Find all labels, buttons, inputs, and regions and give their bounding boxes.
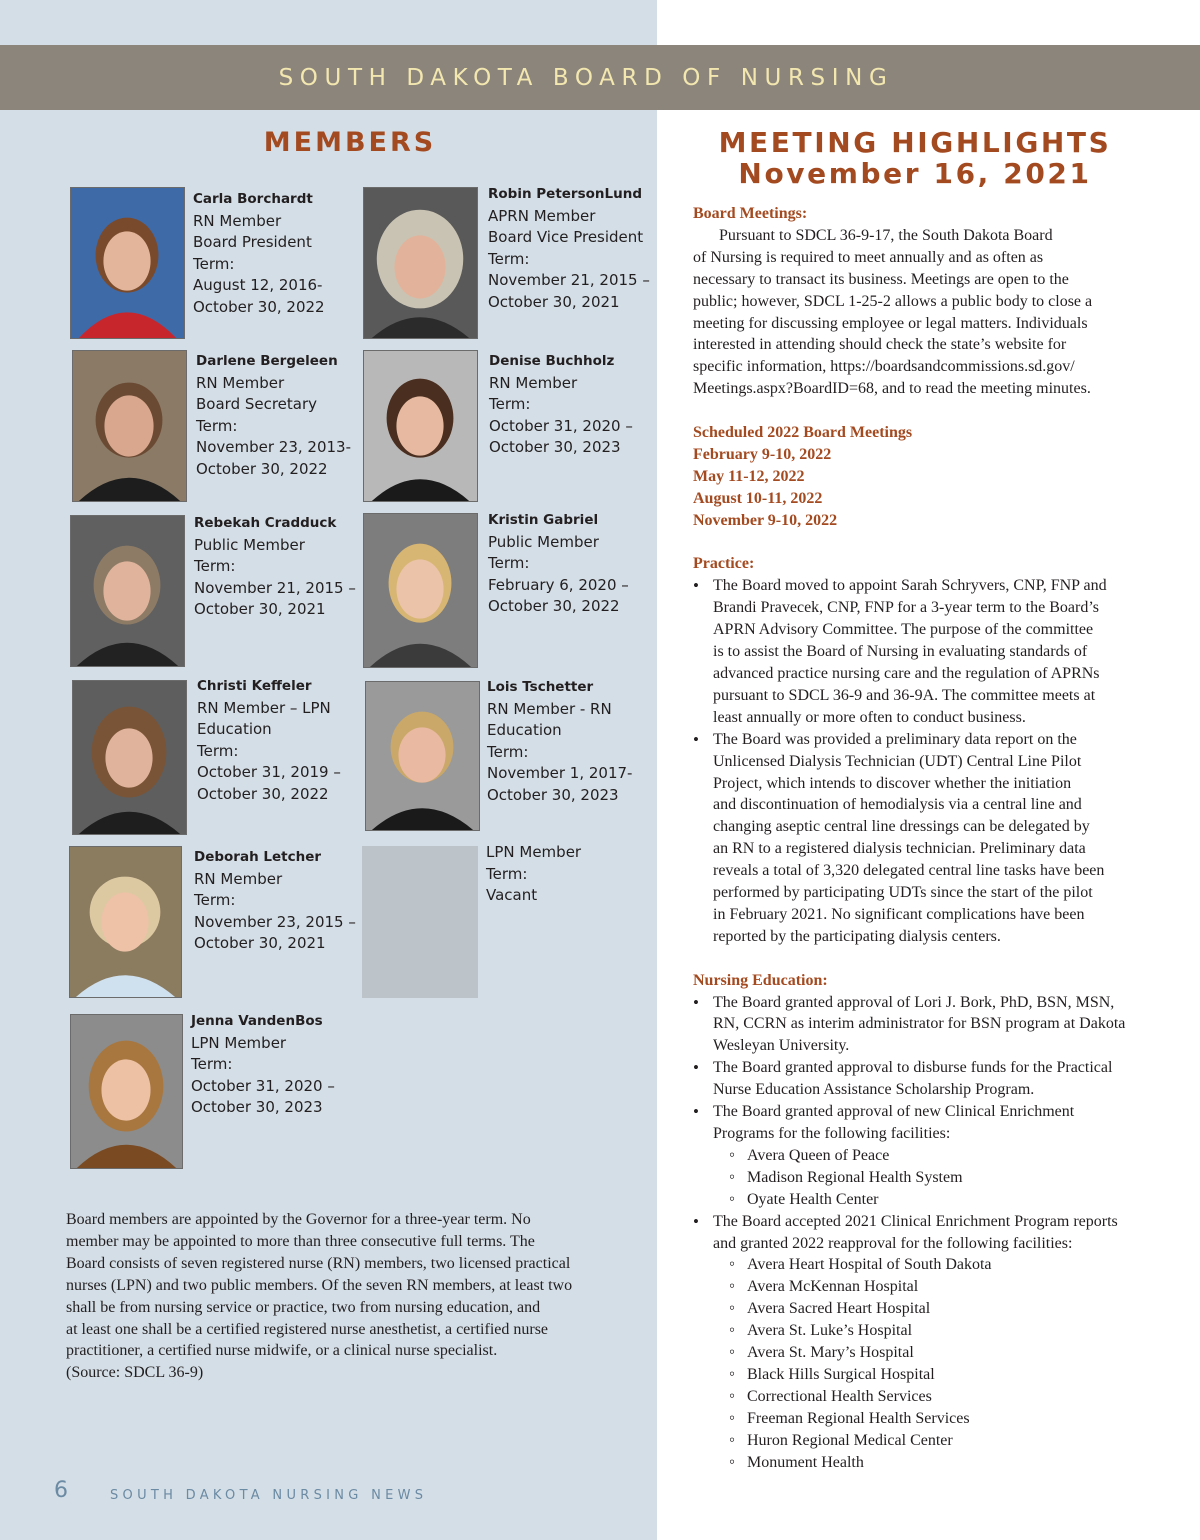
member-line: Vacant — [486, 886, 538, 904]
member-line: Education — [197, 720, 272, 738]
facility-item: ◦ Black Hills Surgical Hospital — [693, 1364, 1153, 1386]
bullet-line: • The Board granted approval of Lori J. Bork, PhD, BSN, MSN, — [693, 992, 1153, 1014]
facility-item: ◦ Avera Queen of Peace — [693, 1145, 1153, 1167]
member-card-borchardt — [193, 189, 325, 318]
member-line: October 30, 2022 — [197, 784, 329, 803]
body-line: necessary to transact its business. Meetings are open to the — [693, 270, 1069, 288]
member-name: Lois Tschetter — [487, 679, 594, 695]
member-line: Term: — [489, 395, 531, 413]
board-composition-paragraph — [66, 1209, 646, 1384]
member-line: Board Secretary — [196, 395, 318, 413]
paragraph-line: at least one shall be a certified registered nurse anesthetist, a certified nurse — [66, 1320, 549, 1338]
member-line: LPN Member — [486, 843, 582, 861]
member-card-gabriel — [488, 510, 629, 618]
member-line: October 31, 2019 – — [197, 763, 341, 781]
member-name: Deborah Letcher — [194, 849, 322, 865]
body-line: public; however, SDCL 1-25-2 allows a public body to close a — [693, 292, 1093, 310]
member-line: October 30, 2021 — [194, 934, 326, 952]
member-line: RN Member — [196, 373, 285, 392]
member-card-vacant — [486, 842, 581, 907]
member-line: October 30, 2022 — [193, 297, 325, 316]
member-line: RN Member — [194, 869, 283, 888]
bullet-line: an RN to a registered dialysis technician. Preliminary data — [713, 840, 1086, 858]
member-line: LPN Member — [191, 1033, 287, 1052]
member-line: Term: — [194, 557, 236, 575]
body-line: Pursuant to SDCL 36-9-17, the South Dakota Board — [719, 226, 1053, 244]
bullet-line: Programs for the following facilities: — [713, 1125, 951, 1143]
section-heading-practice: Practice: — [693, 555, 755, 573]
paragraph-line: Board consists of seven registered nurse (RN) members, two licensed practical — [66, 1254, 571, 1272]
member-line: Term: — [191, 1055, 233, 1073]
member-name: Christi Keffeler — [197, 678, 312, 694]
bullet-line: • The Board granted approval to disburse funds for the Practical — [693, 1057, 1153, 1079]
member-card-vandenbos — [191, 1011, 335, 1119]
member-photo-petersonlund — [363, 187, 478, 339]
member-photo-buchholz — [363, 350, 478, 502]
section-heading-scheduled: Scheduled 2022 Board Meetings — [693, 424, 913, 442]
facility-item: ◦ Avera St. Luke’s Hospital — [693, 1320, 1153, 1342]
bullet-line: Brandi Pravecek, CNP, FNP for a 3-year term to the Board’s — [713, 599, 1099, 617]
meeting-highlights-heading — [690, 127, 1140, 189]
meeting-date: November 16, 2021 — [738, 157, 1092, 190]
member-photo-tschetter — [365, 681, 480, 831]
member-card-tschetter — [487, 677, 632, 806]
member-line: Term: — [488, 554, 530, 572]
vacant-photo-placeholder — [362, 846, 478, 998]
member-name: Denise Buchholz — [489, 353, 615, 369]
meeting-date-item: February 9-10, 2022 — [693, 445, 832, 463]
bullet-line: RN, CCRN as interim administrator for BSN program at Dakota — [713, 1015, 1126, 1033]
member-line: Term: — [194, 891, 236, 909]
member-name: Kristin Gabriel — [488, 512, 599, 528]
member-line: August 12, 2016- — [193, 276, 323, 294]
member-line: October 30, 2023 — [487, 785, 619, 804]
body-line: Meetings.aspx?BoardID=68, and to read the meeting minutes. — [693, 380, 1091, 398]
member-line: November 21, 2015 – — [194, 578, 356, 597]
member-card-buchholz — [489, 351, 633, 459]
member-line: Term: — [193, 254, 235, 273]
section-heading-nursing-education: Nursing Education: — [693, 971, 828, 989]
bullet-line: Project, which intends to discover whether the initiation — [713, 774, 1072, 792]
member-line: October 30, 2023 — [191, 1098, 323, 1116]
member-name: Carla Borchardt — [193, 191, 313, 207]
body-line: of Nursing is required to meet annually and as often as — [693, 248, 1044, 266]
bullet-line: • The Board moved to appoint Sarah Schryvers, CNP, FNP and — [693, 575, 1153, 597]
member-line: Public Member — [488, 532, 599, 551]
body-line: meeting for discussing employee or legal matters. Individuals — [693, 314, 1088, 332]
member-name: Robin PetersonLund — [488, 186, 642, 202]
bullet-line: reveals a total of 3,320 delegated central line tasks have been — [713, 862, 1105, 880]
paragraph-line: (Source: SDCL 36-9) — [66, 1364, 204, 1382]
facility-item: ◦ Monument Health — [693, 1452, 1153, 1474]
member-card-cradduck — [194, 513, 356, 621]
bullet-line: is to assist the Board of Nursing in evaluating standards of — [713, 643, 1088, 661]
meeting-date-item: August 10-11, 2022 — [693, 489, 823, 507]
paragraph-line: nurses (LPN) and two public members. Of the seven RN members, at least two — [66, 1276, 573, 1294]
meeting-date-item: November 9-10, 2022 — [693, 511, 838, 529]
member-line: November 21, 2015 – — [488, 271, 650, 289]
member-name: Darlene Bergeleen — [196, 353, 338, 369]
facility-item: ◦ Avera Sacred Heart Hospital — [693, 1298, 1153, 1320]
bullet-line: reported by the participating dialysis centers. — [713, 927, 1001, 945]
member-name: Rebekah Cradduck — [194, 515, 337, 531]
bullet-line: changing aseptic central line dressings can be delegated by — [713, 818, 1090, 836]
paragraph-line: practitioner, a certified nurse midwife, or a clinical nurse specialist. — [66, 1342, 498, 1360]
body-line: interested in attending should check the state’s website for — [693, 336, 1067, 354]
member-photo-gabriel — [363, 513, 478, 668]
header-banner — [0, 45, 1200, 110]
facility-item: ◦ Freeman Regional Health Services — [693, 1408, 1153, 1430]
member-line: November 23, 2015 – — [194, 912, 356, 931]
bullet-line: advanced practice nursing care and the regulation of APRNs — [713, 665, 1100, 682]
member-card-letcher — [194, 847, 356, 955]
bullet-line: performed by participating UDTs since the start of the pilot — [713, 884, 1093, 902]
member-name: Jenna VandenBos — [191, 1013, 323, 1029]
bullet-line: APRN Advisory Committee. The purpose of the committee — [713, 621, 1094, 639]
facility-item: ◦ Avera St. Mary’s Hospital — [693, 1342, 1153, 1364]
bullet-line: pursuant to SDCL 36-9 and 36-9A. The committee meets at — [713, 686, 1096, 704]
page-number: 6 — [54, 1478, 68, 1503]
member-photo-letcher — [69, 846, 182, 998]
member-line: October 30, 2023 — [489, 438, 621, 456]
member-line: October 31, 2020 – — [489, 416, 633, 435]
bullet-line: • The Board was provided a preliminary data report on the — [693, 729, 1153, 751]
paragraph-line: shall be from nursing service or practice, two from nursing education, and — [66, 1298, 541, 1316]
member-line: Board Vice President — [488, 228, 644, 246]
member-line: November 1, 2017- — [487, 764, 633, 782]
member-line: February 6, 2020 – — [488, 575, 629, 594]
member-line: RN Member — [489, 373, 578, 392]
member-line: October 31, 2020 – — [191, 1076, 335, 1095]
member-card-bergeleen — [196, 351, 351, 480]
member-line: Education — [487, 721, 562, 739]
meeting-highlights-title: MEETING HIGHLIGHTS — [718, 126, 1112, 159]
member-line: Term: — [196, 416, 238, 435]
member-photo-cradduck — [70, 515, 185, 667]
paragraph-line: Board members are appointed by the Governor for a three-year term. No — [66, 1211, 531, 1228]
member-line: RN Member - RN — [487, 699, 612, 718]
member-photo-borchardt — [70, 187, 185, 339]
members-heading: MEMBERS — [263, 127, 437, 158]
facility-item: ◦ Huron Regional Medical Center — [693, 1430, 1153, 1452]
member-card-petersonlund — [488, 184, 650, 313]
section-heading-board-meetings: Board Meetings: — [693, 205, 808, 222]
bullet-line: Unlicensed Dialysis Technician (UDT) Central Line Pilot — [713, 752, 1082, 770]
bullet-line: Wesleyan University. — [713, 1037, 850, 1055]
member-line: October 30, 2022 — [488, 597, 620, 615]
member-card-keffeler — [197, 676, 341, 805]
facility-item: ◦ Madison Regional Health System — [693, 1167, 1153, 1189]
facility-item: ◦ Correctional Health Services — [693, 1386, 1153, 1408]
member-line: Public Member — [194, 535, 305, 554]
member-line: October 30, 2022 — [196, 459, 328, 478]
banner-title: SOUTH DAKOTA BOARD OF NURSING — [278, 65, 894, 91]
member-line: October 30, 2021 — [194, 600, 326, 618]
member-line: Term: — [486, 864, 528, 883]
member-photo-bergeleen — [72, 350, 187, 502]
bullet-line: in February 2021. No significant complications have been — [713, 905, 1085, 923]
member-line: Term: — [487, 742, 529, 761]
body-line: specific information, https://boardsandcommissions.sd.gov/ — [693, 358, 1075, 376]
bullet-line: Nurse Education Assistance Scholarship Program. — [713, 1081, 1035, 1099]
facility-item: ◦ Oyate Health Center — [693, 1189, 1153, 1211]
paragraph-line: member may be appointed to more than three consecutive full terms. The — [66, 1232, 535, 1250]
member-line: Term: — [488, 249, 530, 268]
bullet-line: and discontinuation of hemodialysis via a central line and — [713, 796, 1082, 814]
member-photo-vandenbos — [70, 1014, 183, 1169]
member-line: RN Member – LPN — [197, 698, 331, 717]
meeting-date-item: May 11-12, 2022 — [693, 467, 805, 485]
publication-title: SOUTH DAKOTA NURSING NEWS — [110, 1488, 428, 1503]
facility-item: ◦ Avera McKennan Hospital — [693, 1276, 1153, 1298]
bullet-line: • The Board granted approval of new Clinical Enrichment — [693, 1101, 1153, 1123]
bullet-line: least annually or more often to conduct business. — [713, 708, 1026, 726]
member-line: October 30, 2021 — [488, 292, 620, 311]
meeting-highlights-body — [693, 203, 1153, 1474]
member-photo-keffeler — [72, 680, 187, 835]
member-line: Term: — [197, 741, 239, 760]
member-line: November 23, 2013- — [196, 438, 352, 456]
member-line: RN Member — [193, 211, 282, 230]
bullet-line: and granted 2022 reapproval for the following facilities: — [713, 1234, 1073, 1252]
member-line: Board President — [193, 233, 312, 251]
facility-item: ◦ Avera Heart Hospital of South Dakota — [693, 1254, 1153, 1276]
bullet-line: • The Board accepted 2021 Clinical Enrichment Program reports — [693, 1211, 1153, 1233]
member-line: APRN Member — [488, 206, 596, 225]
